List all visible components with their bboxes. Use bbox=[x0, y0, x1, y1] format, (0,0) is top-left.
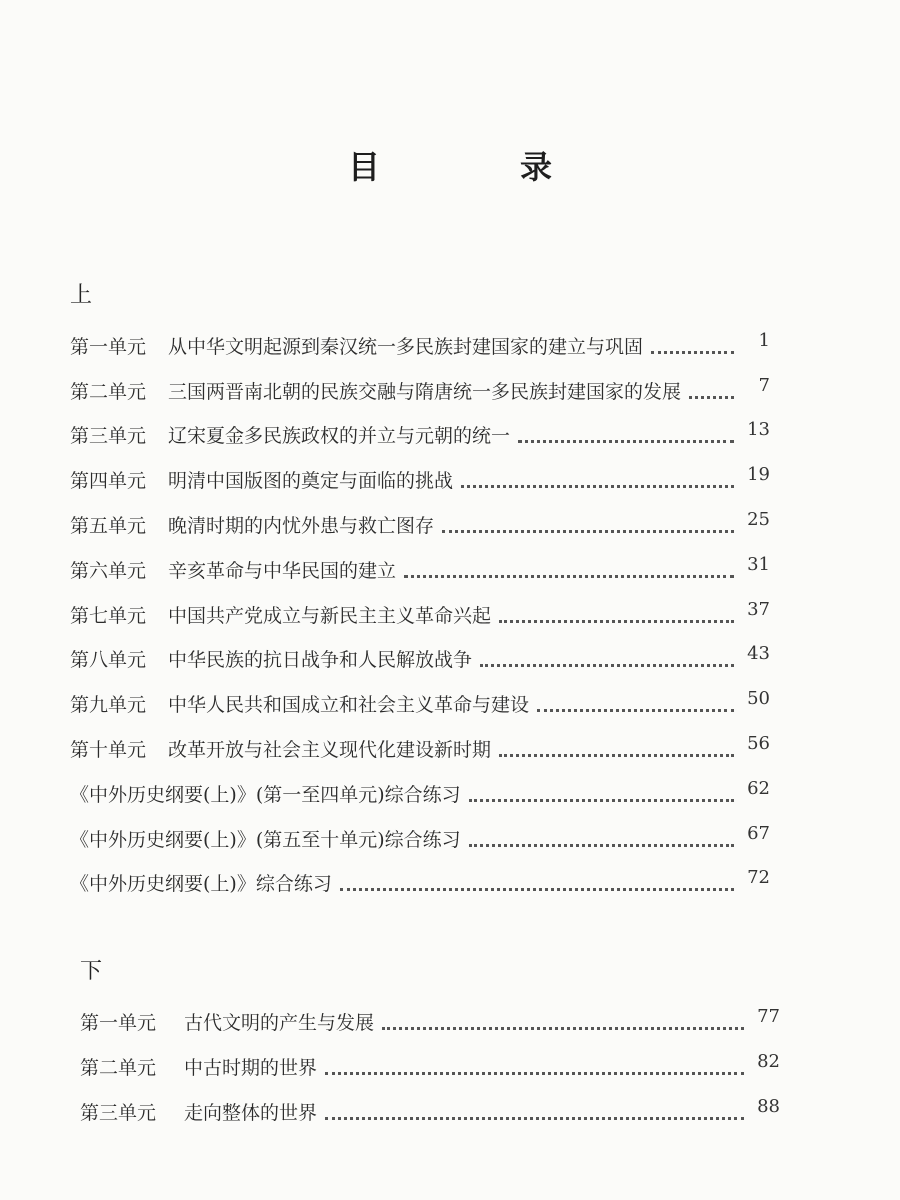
toc-chapter-title: 晚清时期的内忧外患与救亡图存 bbox=[168, 514, 435, 537]
toc-page-number: 19 bbox=[747, 464, 770, 486]
toc-chapter-title: 中古时期的世界 bbox=[184, 1057, 318, 1079]
toc-chapter-title: 改革开放与社会主义现代化建设新时期 bbox=[168, 738, 492, 761]
toc-unit-label: 第四单元 bbox=[70, 470, 147, 493]
toc-entry[interactable] bbox=[70, 404, 770, 449]
toc-chapter-title: 走向整体的世界 bbox=[184, 1102, 318, 1124]
toc-entry[interactable] bbox=[70, 628, 770, 673]
toc-entry[interactable] bbox=[70, 672, 770, 717]
toc-entry[interactable] bbox=[70, 538, 770, 583]
toc-unit-label: 第二单元 bbox=[80, 1057, 157, 1079]
toc-page-number: 67 bbox=[747, 822, 770, 844]
toc-page-number: 25 bbox=[747, 508, 770, 530]
toc-page-number: 50 bbox=[747, 688, 770, 710]
toc-dot-leader bbox=[442, 530, 734, 533]
section-label-lower: 下 bbox=[80, 959, 103, 984]
toc-dot-leader bbox=[469, 844, 734, 847]
toc-page-number: 72 bbox=[747, 867, 770, 889]
toc-list-lower bbox=[80, 990, 780, 1125]
toc-unit-label: 第七单元 bbox=[70, 604, 147, 627]
toc-page-number: 13 bbox=[747, 419, 770, 441]
toc-entry[interactable] bbox=[70, 359, 770, 404]
toc-chapter-title: 中国共产党成立与新民主主义革命兴起 bbox=[168, 604, 492, 627]
toc-dot-leader bbox=[404, 575, 734, 578]
toc-entry[interactable] bbox=[70, 717, 770, 762]
toc-page-number: 82 bbox=[757, 1051, 780, 1072]
toc-dot-leader bbox=[480, 664, 734, 667]
toc-dot-leader bbox=[461, 485, 734, 488]
toc-dot-leader bbox=[325, 1072, 744, 1075]
page-title: 目 录 bbox=[347, 148, 606, 186]
toc-dot-leader bbox=[651, 351, 734, 354]
toc-dot-leader bbox=[325, 1117, 744, 1120]
toc-page-number: 7 bbox=[758, 374, 770, 396]
toc-entry[interactable] bbox=[80, 990, 780, 1035]
toc-unit-label: 第十单元 bbox=[70, 738, 147, 761]
toc-dot-leader bbox=[518, 440, 734, 443]
toc-page-number: 37 bbox=[747, 598, 770, 620]
toc-chapter-title: 辛亥革命与中华民国的建立 bbox=[168, 559, 397, 582]
toc-page-number: 62 bbox=[747, 777, 770, 799]
toc-unit-label: 第二单元 bbox=[70, 380, 147, 403]
toc-unit-label: 第三单元 bbox=[70, 425, 147, 448]
toc-page-number: 77 bbox=[757, 1006, 780, 1027]
toc-page-number: 88 bbox=[757, 1096, 780, 1117]
toc-chapter-title: 三国两晋南北朝的民族交融与隋唐统一多民族封建国家的发展 bbox=[168, 380, 682, 403]
toc-chapter-title: 从中华文明起源到秦汉统一多民族封建国家的建立与巩固 bbox=[168, 335, 644, 358]
toc-dot-leader bbox=[340, 888, 734, 891]
toc-dot-leader bbox=[382, 1027, 744, 1030]
toc-entry[interactable] bbox=[70, 448, 770, 493]
toc-chapter-title: 《中外历史纲要(上)》(第一至四单元)综合练习 bbox=[70, 783, 461, 806]
toc-entry[interactable] bbox=[70, 493, 770, 538]
toc-page-number: 1 bbox=[758, 329, 770, 351]
toc-unit-label: 第一单元 bbox=[80, 1012, 157, 1034]
toc-page-number: 43 bbox=[747, 643, 770, 665]
toc-unit-label: 第八单元 bbox=[70, 649, 147, 672]
toc-page-number: 31 bbox=[747, 553, 770, 575]
toc-unit-label: 第三单元 bbox=[80, 1102, 157, 1124]
toc-list-upper bbox=[70, 314, 770, 896]
toc-unit-label: 第六单元 bbox=[70, 559, 147, 582]
toc-chapter-title: 古代文明的产生与发展 bbox=[184, 1012, 375, 1034]
toc-entry[interactable] bbox=[70, 762, 770, 807]
toc-entry[interactable] bbox=[80, 1080, 780, 1125]
toc-entry[interactable] bbox=[80, 1035, 780, 1080]
toc-dot-leader bbox=[499, 754, 734, 757]
toc-entry[interactable] bbox=[70, 314, 770, 359]
toc-chapter-title: 辽宋夏金多民族政权的并立与元朝的统一 bbox=[168, 425, 511, 448]
toc-chapter-title: 明清中国版图的奠定与面临的挑战 bbox=[168, 470, 454, 493]
section-label-upper: 上 bbox=[70, 283, 93, 308]
toc-chapter-title: 《中外历史纲要(上)》综合练习 bbox=[70, 873, 332, 896]
toc-page-number: 56 bbox=[747, 732, 770, 754]
toc-unit-label: 第一单元 bbox=[70, 335, 147, 358]
toc-unit-label: 第九单元 bbox=[70, 694, 147, 717]
toc-chapter-title: 《中外历史纲要(上)》(第五至十单元)综合练习 bbox=[70, 828, 461, 851]
toc-dot-leader bbox=[499, 620, 734, 623]
toc-dot-leader bbox=[537, 709, 734, 712]
toc-unit-label: 第五单元 bbox=[70, 514, 147, 537]
toc-chapter-title: 中华人民共和国成立和社会主义革命与建设 bbox=[168, 694, 530, 717]
toc-dot-leader bbox=[689, 396, 734, 399]
toc-dot-leader bbox=[469, 799, 734, 802]
toc-chapter-title: 中华民族的抗日战争和人民解放战争 bbox=[168, 649, 473, 672]
toc-entry[interactable] bbox=[70, 807, 770, 852]
toc-entry[interactable] bbox=[70, 852, 770, 897]
toc-entry[interactable] bbox=[70, 583, 770, 628]
